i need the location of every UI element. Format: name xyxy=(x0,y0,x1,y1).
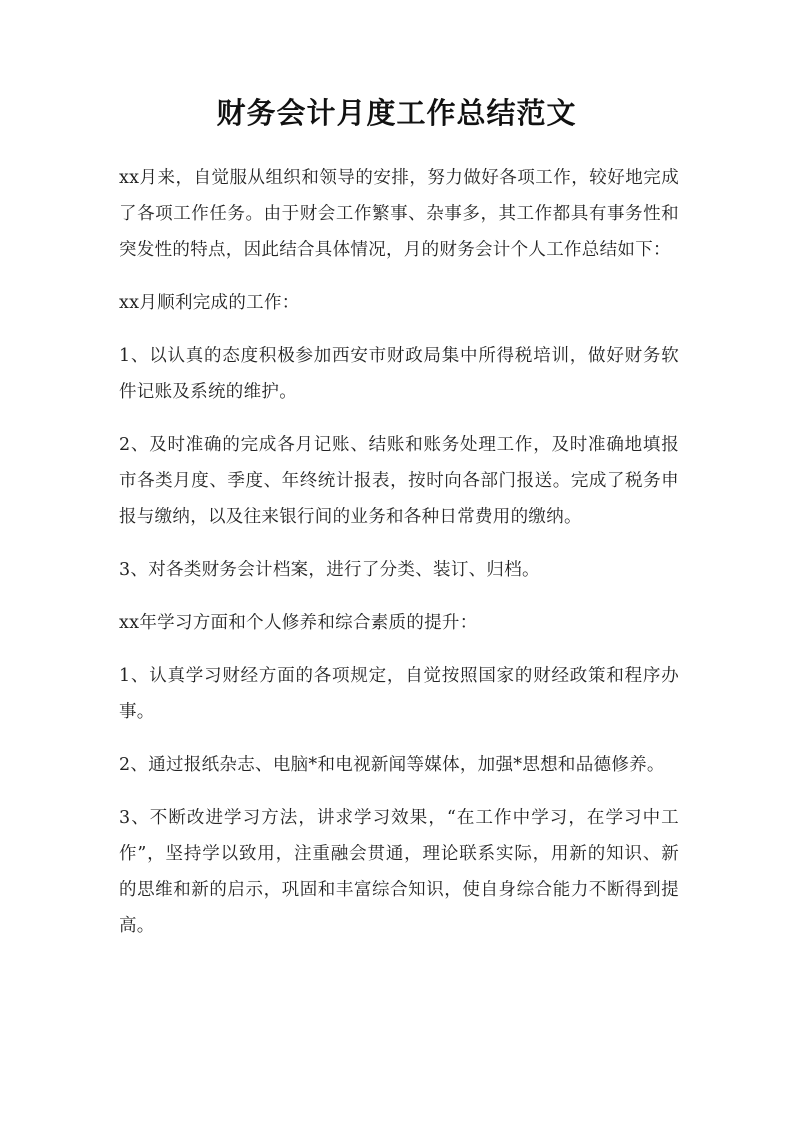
document-title: 财务会计月度工作总结范文 xyxy=(216,96,577,130)
work-item-1: 1、以认真的态度积极参加西安市财政局集中所得税培训，做好财务软件记账及系统的维护。 xyxy=(119,346,679,402)
work-item-2: 2、及时准确的完成各月记账、结账和账务处理工作，及时准确地填报市各类月度、季度、年终统计报表，按时向各部门报送。完成了税务申报与缴纳，以及往来银行间的业务和各种日常费用的缴纳。 xyxy=(119,435,679,527)
study-item-3: 3、不断改进学习方法，讲求学习效果，“在工作中学习，在学习中工作”，坚持学以致用，注重融会贯通，理论联系实际，用新的知识、新的思维和新的启示，巩固和丰富综合知识，使自身综合能力不断得到提高。 xyxy=(119,808,679,936)
study-item-2: 2、通过报纸杂志、电脑*和电视新闻等媒体，加强*思想和品德修养。 xyxy=(119,755,665,775)
work-item-3: 3、对各类财务会计档案，进行了分类、装订、归档。 xyxy=(119,560,540,580)
section-heading-study: xx年学习方面和个人修养和综合素质的提升： xyxy=(119,613,478,633)
intro-paragraph: xx月来，自觉服从组织和领导的安排，努力做好各项工作，较好地完成了各项工作任务。由于财会工作繁事、杂事多，其工作都具有事务性和突发性的特点，因此结合具体情况，月的财务会计个人工作总结如下： xyxy=(119,168,679,260)
study-item-1: 1、认真学习财经方面的各项规定，自觉按照国家的财经政策和程序办事。 xyxy=(119,666,679,722)
document-body xyxy=(119,160,679,961)
section-heading-work: xx月顺利完成的工作： xyxy=(119,293,300,313)
